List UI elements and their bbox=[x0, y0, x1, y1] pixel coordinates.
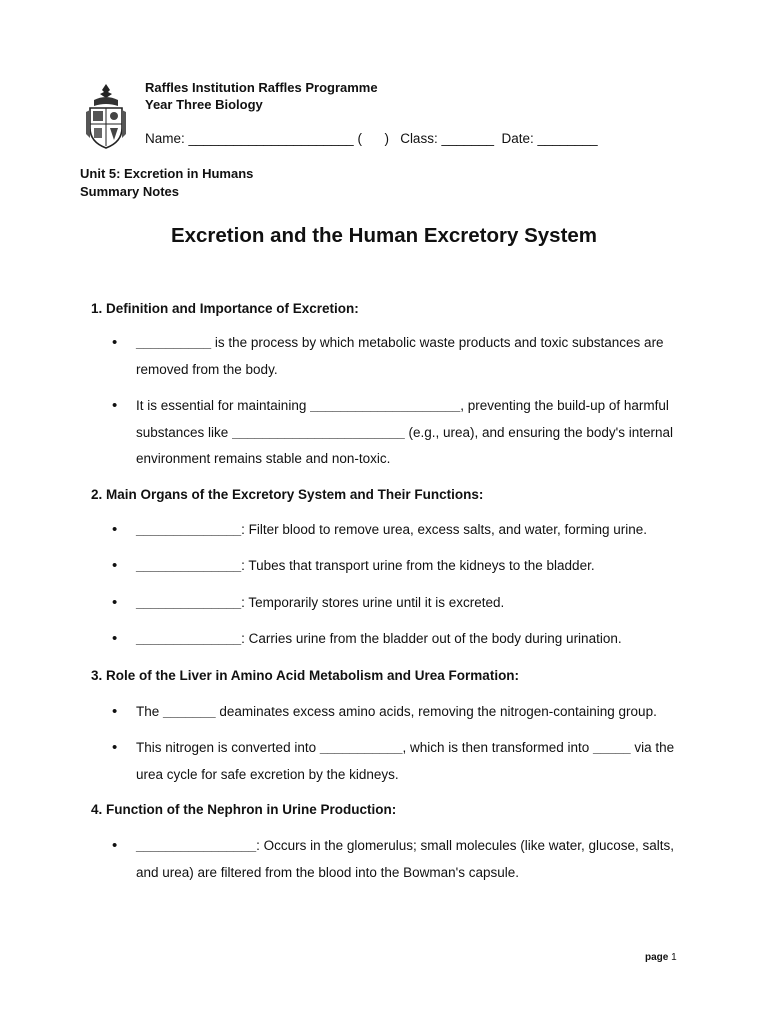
school-name: Raffles Institution Raffles Programme bbox=[145, 80, 378, 95]
list-item: ______________: Filter blood to remove urea, excess salts, and water, forming urine. bbox=[136, 522, 648, 537]
course-name: Year Three Biology bbox=[145, 97, 263, 112]
fill-in-blank[interactable]: _____ bbox=[593, 740, 631, 755]
unit-subtitle: Summary Notes bbox=[80, 184, 179, 199]
list-item: ______________: Temporarily stores urine until it is excreted. bbox=[136, 595, 505, 610]
list-item: This nitrogen is converted into ___________, which is then transformed into _____ via the urea cycle for safe excretion by the kidneys. bbox=[136, 740, 675, 782]
section-heading-3: 3. Role of the Liver in Amino Acid Metabolism and Urea Formation: bbox=[91, 668, 520, 683]
list-item: __________ is the process by which metabolic waste products and toxic substances are removed from the body. bbox=[136, 335, 664, 377]
fill-in-blank[interactable]: ______________ bbox=[136, 522, 242, 537]
section-heading-4: 4. Function of the Nephron in Urine Production: bbox=[91, 802, 397, 817]
bullet-icon: • bbox=[112, 521, 118, 538]
fill-in-blank[interactable]: ______________ bbox=[136, 595, 242, 610]
fill-in-blank[interactable]: __________ bbox=[136, 335, 212, 350]
fill-in-blank[interactable]: ____________________ bbox=[310, 398, 461, 413]
list-item: ______________: Tubes that transport urine from the kidneys to the bladder. bbox=[136, 558, 595, 573]
page-number bbox=[645, 952, 677, 963]
page-label: page bbox=[645, 952, 669, 963]
list-item: ______________: Carries urine from the bladder out of the body during urination. bbox=[136, 631, 622, 646]
section-heading-1: 1. Definition and Importance of Excretion: bbox=[91, 301, 359, 316]
fill-in-blank[interactable]: ________________ bbox=[136, 838, 257, 853]
bullet-icon: • bbox=[112, 703, 118, 720]
page-number-value: 1 bbox=[671, 952, 677, 963]
bullet-icon: • bbox=[112, 334, 118, 351]
school-crest-icon bbox=[84, 82, 128, 152]
bullet-icon: • bbox=[112, 837, 118, 854]
fill-in-blank[interactable]: ______________ bbox=[136, 631, 242, 646]
page-title: Excretion and the Human Excretory System bbox=[170, 224, 598, 247]
list-item: ________________: Occurs in the glomerulus; small molecules (like water, glucose, salts, and urea) are filtered from the blood into the Bowman's capsule. bbox=[136, 838, 675, 880]
fill-in-blank[interactable]: _______________________ bbox=[232, 424, 405, 440]
list-item: It is essential for maintaining ____________________, preventing the build-up of harmful substances like _______________________ (e.g., urea), and ensuring the body's internal environment remains stable and non-toxic. bbox=[136, 398, 673, 466]
bullet-icon: • bbox=[112, 397, 118, 414]
fill-in-blank[interactable]: _______ bbox=[163, 704, 216, 719]
fill-in-blank[interactable]: ___________ bbox=[319, 740, 403, 755]
fill-in-blank[interactable]: ______________ bbox=[136, 558, 242, 573]
section-heading-2: 2. Main Organs of the Excretory System and Their Functions: bbox=[91, 487, 484, 502]
list-item: The _______ deaminates excess amino acids, removing the nitrogen-containing group. bbox=[136, 704, 657, 719]
unit-title: Unit 5: Excretion in Humans bbox=[80, 166, 254, 181]
bullet-icon: • bbox=[112, 557, 118, 574]
bullet-icon: • bbox=[112, 739, 118, 756]
bullet-icon: • bbox=[112, 630, 118, 647]
student-info-fields: Name: ______________________ ( ) Class: _______ Date: ________ bbox=[145, 131, 598, 146]
bullet-icon: • bbox=[112, 594, 118, 611]
